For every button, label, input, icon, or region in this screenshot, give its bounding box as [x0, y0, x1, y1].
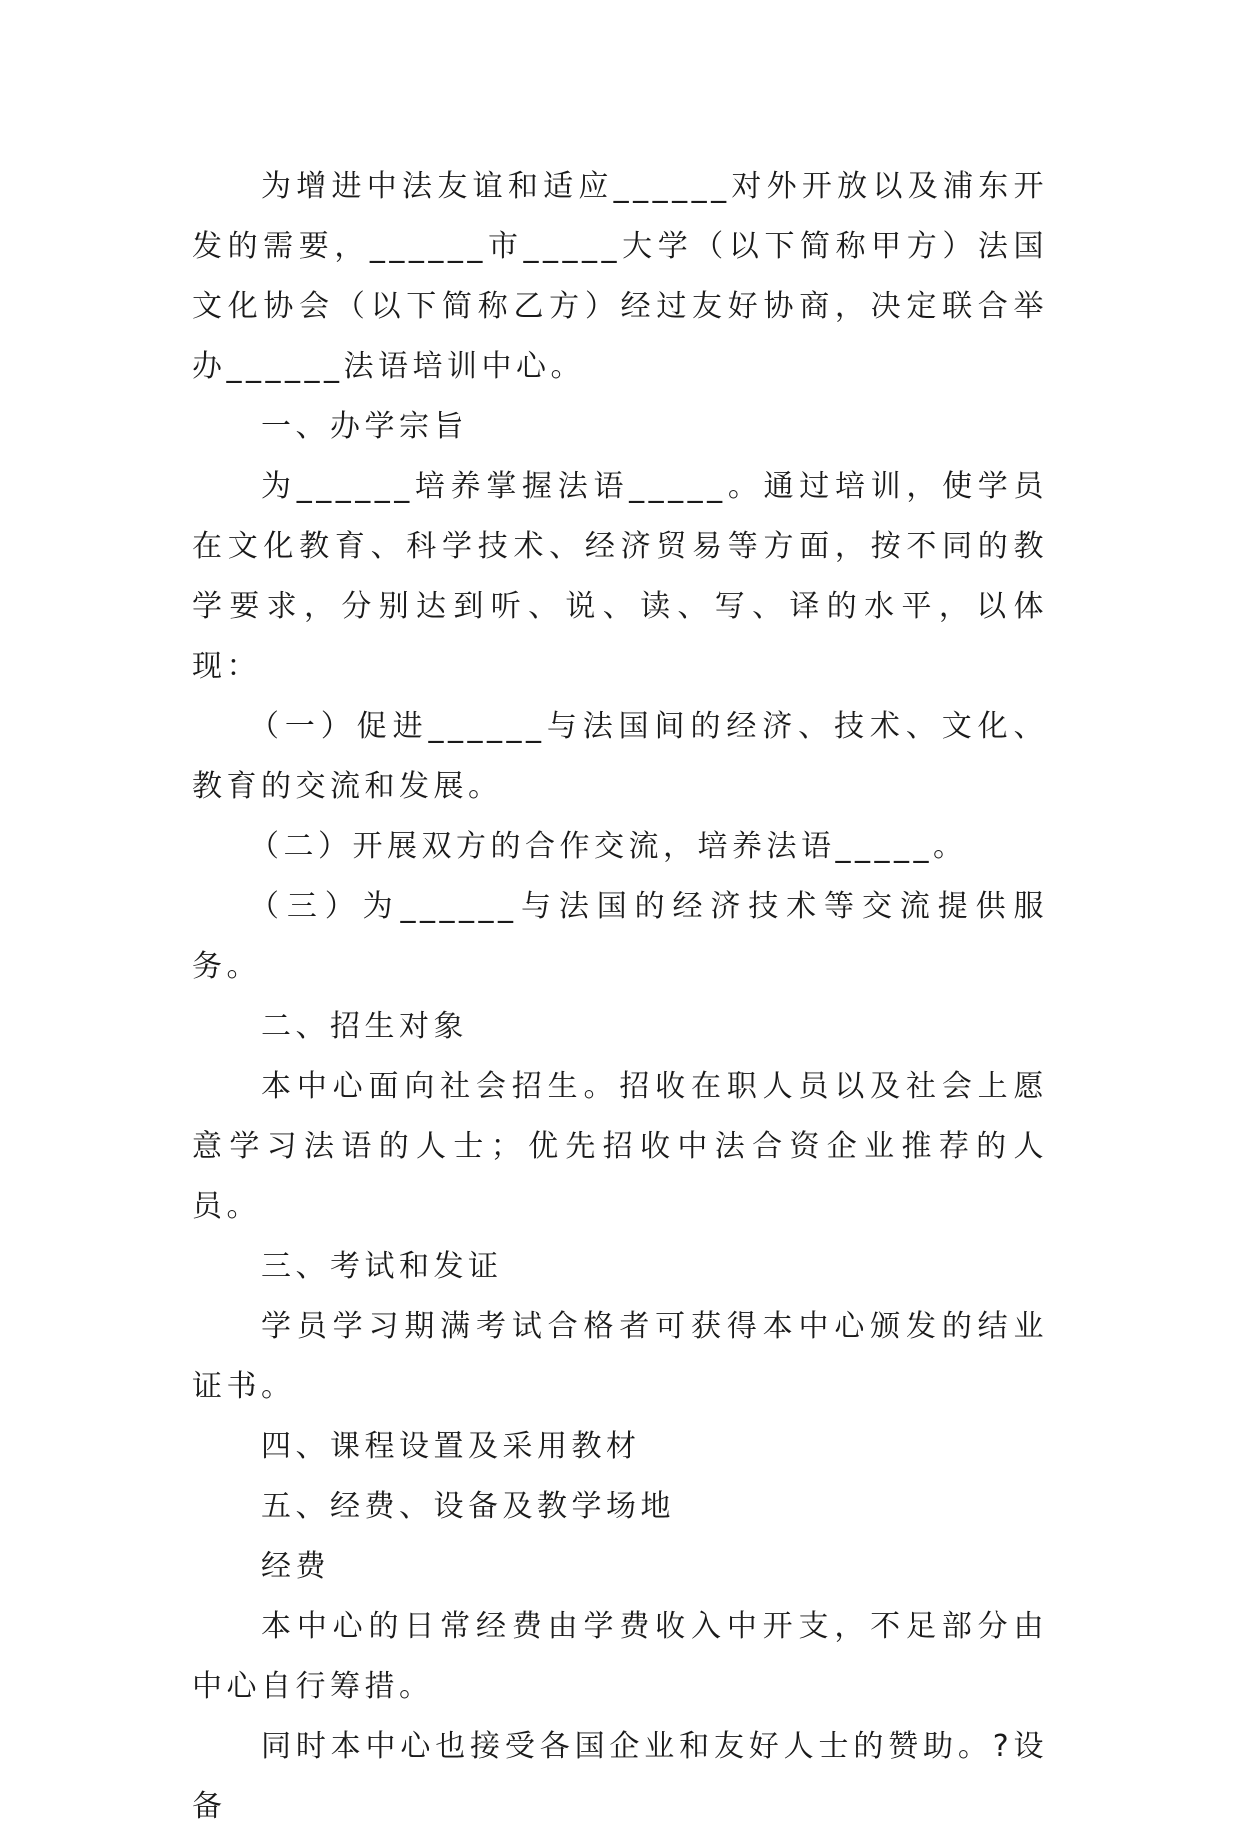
heading-funding: 五、经费、设备及教学场地: [261, 1489, 675, 1524]
paragraph-purpose: 为______培养掌握法语_____。通过培训，使学员在文化教育、科学技术、经济贸易等方面，按不同的教学要求，分别达到听、说、读、写、译的水平，以体现：: [192, 469, 1048, 684]
heading-courses: 四、课程设置及采用教材: [261, 1429, 641, 1464]
paragraph-item-1: （一）促进______与法国间的经济、技术、文化、教育的交流和发展。: [192, 709, 1048, 804]
heading-enrollment: 二、招生对象: [261, 1009, 468, 1044]
paragraph-intro: 为增进中法友谊和适应______对外开放以及浦东开发的需要，______市_____大学（以下简称甲方）法国文化协会（以下简称乙方）经过友好协商，决定联合举办______法语培训中心。: [192, 169, 1048, 384]
paragraph-item-3: （三）为______与法国的经济技术等交流提供服务。: [192, 889, 1048, 984]
paragraph-sponsorship: 同时本中心也接受各国企业和友好人士的赞助。?设备: [192, 1729, 1048, 1824]
paragraph-enrollment: 本中心面向社会招生。招收在职人员以及社会上愿意学习法语的人士；优先招收中法合资企业推荐的人员。: [192, 1069, 1048, 1224]
document-body: [192, 157, 1048, 1837]
heading-purpose: 一、办学宗旨: [261, 409, 468, 444]
subheading-funding: 经费: [261, 1549, 330, 1584]
paragraph-exam: 学员学习期满考试合格者可获得本中心颁发的结业证书。: [192, 1309, 1048, 1404]
heading-exam: 三、考试和发证: [261, 1249, 503, 1284]
paragraph-item-2: （二）开展双方的合作交流，培养法语_____。: [249, 829, 968, 864]
paragraph-funding: 本中心的日常经费由学费收入中开支，不足部分由中心自行筹措。: [192, 1609, 1048, 1704]
